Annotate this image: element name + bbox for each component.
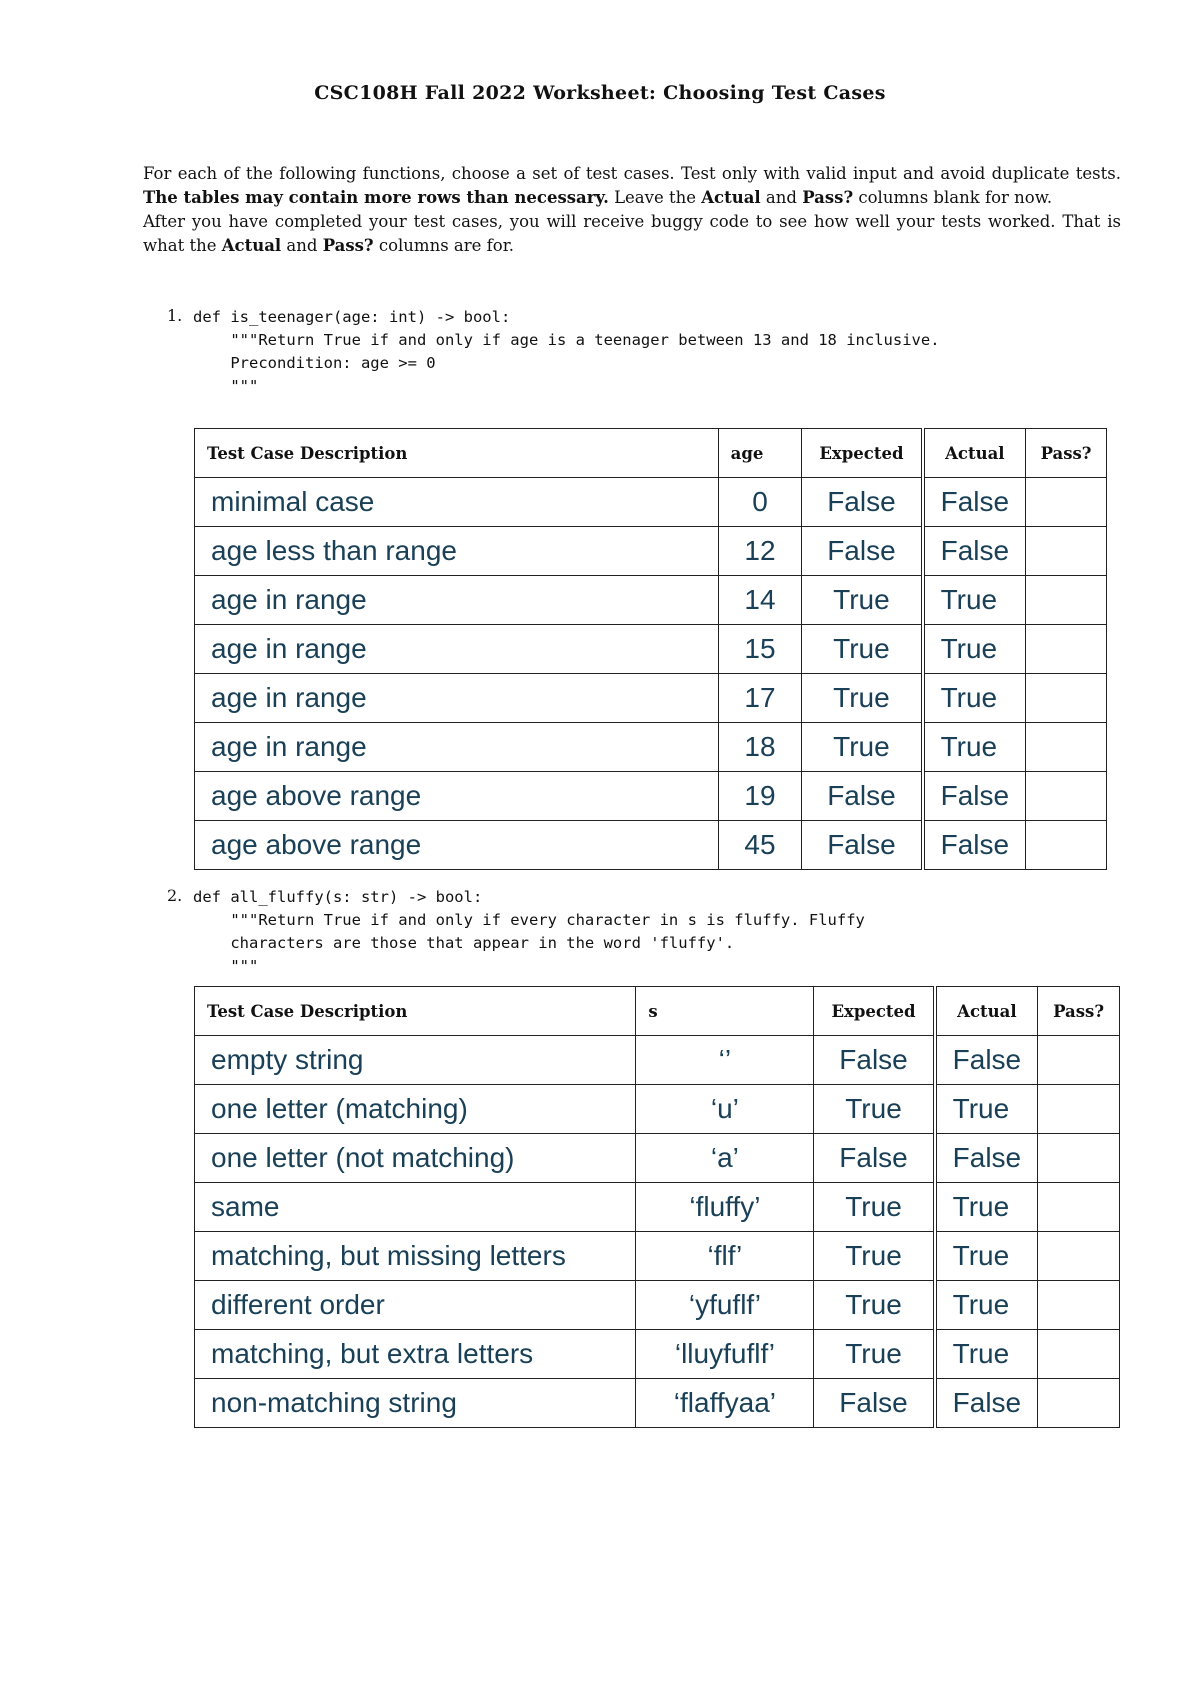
description-cell: age above range bbox=[195, 772, 719, 821]
input-cell: 45 bbox=[718, 821, 802, 870]
test-case-table-1 bbox=[194, 428, 1107, 870]
expected-cell: True bbox=[814, 1232, 935, 1281]
table-header-row bbox=[195, 987, 1120, 1036]
table-row bbox=[195, 1183, 1120, 1232]
input-cell: ‘’ bbox=[636, 1036, 814, 1085]
expected-cell: True bbox=[802, 674, 923, 723]
expected-cell: True bbox=[802, 625, 923, 674]
description-cell: age in range bbox=[195, 674, 719, 723]
table-row bbox=[195, 625, 1107, 674]
actual-cell: False bbox=[935, 1379, 1038, 1428]
pass-cell bbox=[1026, 772, 1107, 821]
actual-cell: False bbox=[923, 478, 1026, 527]
input-cell: 14 bbox=[718, 576, 802, 625]
table-row bbox=[195, 1330, 1120, 1379]
actual-cell: False bbox=[923, 527, 1026, 576]
table-row bbox=[195, 723, 1107, 772]
pass-cell bbox=[1038, 1379, 1120, 1428]
instructions-paragraph-1: For each of the following functions, choose a set of test cases. Test only with valid input and avoid duplicate tests. The tables may contain more rows than necessary. Leave the Actual and Pass? columns blank for now. bbox=[143, 164, 1121, 207]
expected-cell: False bbox=[802, 772, 923, 821]
code-line: """Return True if and only if every character in s is fluffy. Fluffy bbox=[193, 911, 865, 929]
description-cell: age above range bbox=[195, 821, 719, 870]
expected-cell: True bbox=[814, 1281, 935, 1330]
header-pass: Pass? bbox=[1038, 987, 1120, 1036]
code-line: """ bbox=[193, 957, 259, 975]
code-line: characters are those that appear in the word 'fluffy'. bbox=[193, 934, 735, 952]
expected-cell: False bbox=[802, 527, 923, 576]
input-cell: 18 bbox=[718, 723, 802, 772]
pass-cell bbox=[1026, 821, 1107, 870]
table-row bbox=[195, 478, 1107, 527]
pass-cell bbox=[1038, 1281, 1120, 1330]
pass-cell bbox=[1026, 576, 1107, 625]
input-cell: 17 bbox=[718, 674, 802, 723]
input-cell: ‘lluyfuflf’ bbox=[636, 1330, 814, 1379]
table-row bbox=[195, 821, 1107, 870]
code-line: """Return True if and only if age is a teenager between 13 and 18 inclusive. bbox=[193, 331, 940, 349]
input-cell: ‘flaffyaa’ bbox=[636, 1379, 814, 1428]
input-cell: 12 bbox=[718, 527, 802, 576]
pass-cell bbox=[1038, 1085, 1120, 1134]
header-input: age bbox=[718, 429, 802, 478]
table-row bbox=[195, 1085, 1120, 1134]
description-cell: empty string bbox=[195, 1036, 636, 1085]
expected-cell: True bbox=[802, 576, 923, 625]
table-row bbox=[195, 527, 1107, 576]
actual-cell: True bbox=[935, 1232, 1038, 1281]
actual-cell: True bbox=[935, 1281, 1038, 1330]
description-cell: matching, but extra letters bbox=[195, 1330, 636, 1379]
input-cell: ‘fluffy’ bbox=[636, 1183, 814, 1232]
expected-cell: False bbox=[814, 1134, 935, 1183]
header-expected: Expected bbox=[802, 429, 923, 478]
description-cell: one letter (matching) bbox=[195, 1085, 636, 1134]
input-cell: 19 bbox=[718, 772, 802, 821]
actual-cell: False bbox=[935, 1036, 1038, 1085]
actual-cell: False bbox=[923, 772, 1026, 821]
expected-cell: True bbox=[814, 1183, 935, 1232]
header-actual: Actual bbox=[935, 987, 1038, 1036]
function-signature bbox=[193, 306, 940, 398]
description-cell: age less than range bbox=[195, 527, 719, 576]
table-row bbox=[195, 674, 1107, 723]
instructions bbox=[143, 162, 1121, 258]
header-pass: Pass? bbox=[1026, 429, 1107, 478]
description-cell: same bbox=[195, 1183, 636, 1232]
actual-cell: True bbox=[923, 723, 1026, 772]
header-input: s bbox=[636, 987, 814, 1036]
actual-cell: True bbox=[923, 576, 1026, 625]
table-row bbox=[195, 576, 1107, 625]
header-description: Test Case Description bbox=[195, 429, 719, 478]
table-row bbox=[195, 1036, 1120, 1085]
pass-cell bbox=[1038, 1134, 1120, 1183]
table-row bbox=[195, 772, 1107, 821]
expected-cell: True bbox=[814, 1085, 935, 1134]
table-row bbox=[195, 1134, 1120, 1183]
expected-cell: False bbox=[814, 1036, 935, 1085]
description-cell: age in range bbox=[195, 576, 719, 625]
description-cell: matching, but missing letters bbox=[195, 1232, 636, 1281]
table-row bbox=[195, 1281, 1120, 1330]
actual-cell: False bbox=[935, 1134, 1038, 1183]
page-title: CSC108H Fall 2022 Worksheet: Choosing Test Cases bbox=[314, 82, 886, 104]
table-header-row bbox=[195, 429, 1107, 478]
header-expected: Expected bbox=[814, 987, 935, 1036]
code-line: def is_teenager(age: int) -> bool: bbox=[193, 308, 511, 326]
pass-cell bbox=[1038, 1330, 1120, 1379]
description-cell: age in range bbox=[195, 625, 719, 674]
actual-cell: True bbox=[935, 1330, 1038, 1379]
pass-cell bbox=[1038, 1036, 1120, 1085]
actual-cell: True bbox=[935, 1183, 1038, 1232]
description-cell: different order bbox=[195, 1281, 636, 1330]
pass-cell bbox=[1026, 723, 1107, 772]
header-description: Test Case Description bbox=[195, 987, 636, 1036]
function-signature bbox=[193, 886, 865, 978]
input-cell: 0 bbox=[718, 478, 802, 527]
actual-cell: False bbox=[923, 821, 1026, 870]
code-line: """ bbox=[193, 377, 259, 395]
input-cell: ‘u’ bbox=[636, 1085, 814, 1134]
expected-cell: False bbox=[814, 1379, 935, 1428]
description-cell: one letter (not matching) bbox=[195, 1134, 636, 1183]
expected-cell: False bbox=[802, 478, 923, 527]
pass-cell bbox=[1038, 1232, 1120, 1281]
description-cell: minimal case bbox=[195, 478, 719, 527]
actual-cell: True bbox=[935, 1085, 1038, 1134]
description-cell: age in range bbox=[195, 723, 719, 772]
pass-cell bbox=[1026, 478, 1107, 527]
expected-cell: True bbox=[802, 723, 923, 772]
pass-cell bbox=[1026, 674, 1107, 723]
input-cell: 15 bbox=[718, 625, 802, 674]
input-cell: ‘a’ bbox=[636, 1134, 814, 1183]
expected-cell: True bbox=[814, 1330, 935, 1379]
input-cell: ‘yfuflf’ bbox=[636, 1281, 814, 1330]
question-number: 2. bbox=[167, 886, 183, 905]
pass-cell bbox=[1026, 625, 1107, 674]
code-line: def all_fluffy(s: str) -> bool: bbox=[193, 888, 483, 906]
code-line: Precondition: age >= 0 bbox=[193, 354, 436, 372]
instructions-paragraph-2: After you have completed your test cases, you will receive buggy code to see how well your tests worked. That is what the Actual and Pass? columns are for. bbox=[143, 212, 1121, 255]
test-case-table-2 bbox=[194, 986, 1120, 1428]
input-cell: ‘flf’ bbox=[636, 1232, 814, 1281]
table-row bbox=[195, 1232, 1120, 1281]
actual-cell: True bbox=[923, 674, 1026, 723]
table-row bbox=[195, 1379, 1120, 1428]
pass-cell bbox=[1038, 1183, 1120, 1232]
description-cell: non-matching string bbox=[195, 1379, 636, 1428]
expected-cell: False bbox=[802, 821, 923, 870]
question-number: 1. bbox=[167, 306, 183, 325]
pass-cell bbox=[1026, 527, 1107, 576]
actual-cell: True bbox=[923, 625, 1026, 674]
header-actual: Actual bbox=[923, 429, 1026, 478]
